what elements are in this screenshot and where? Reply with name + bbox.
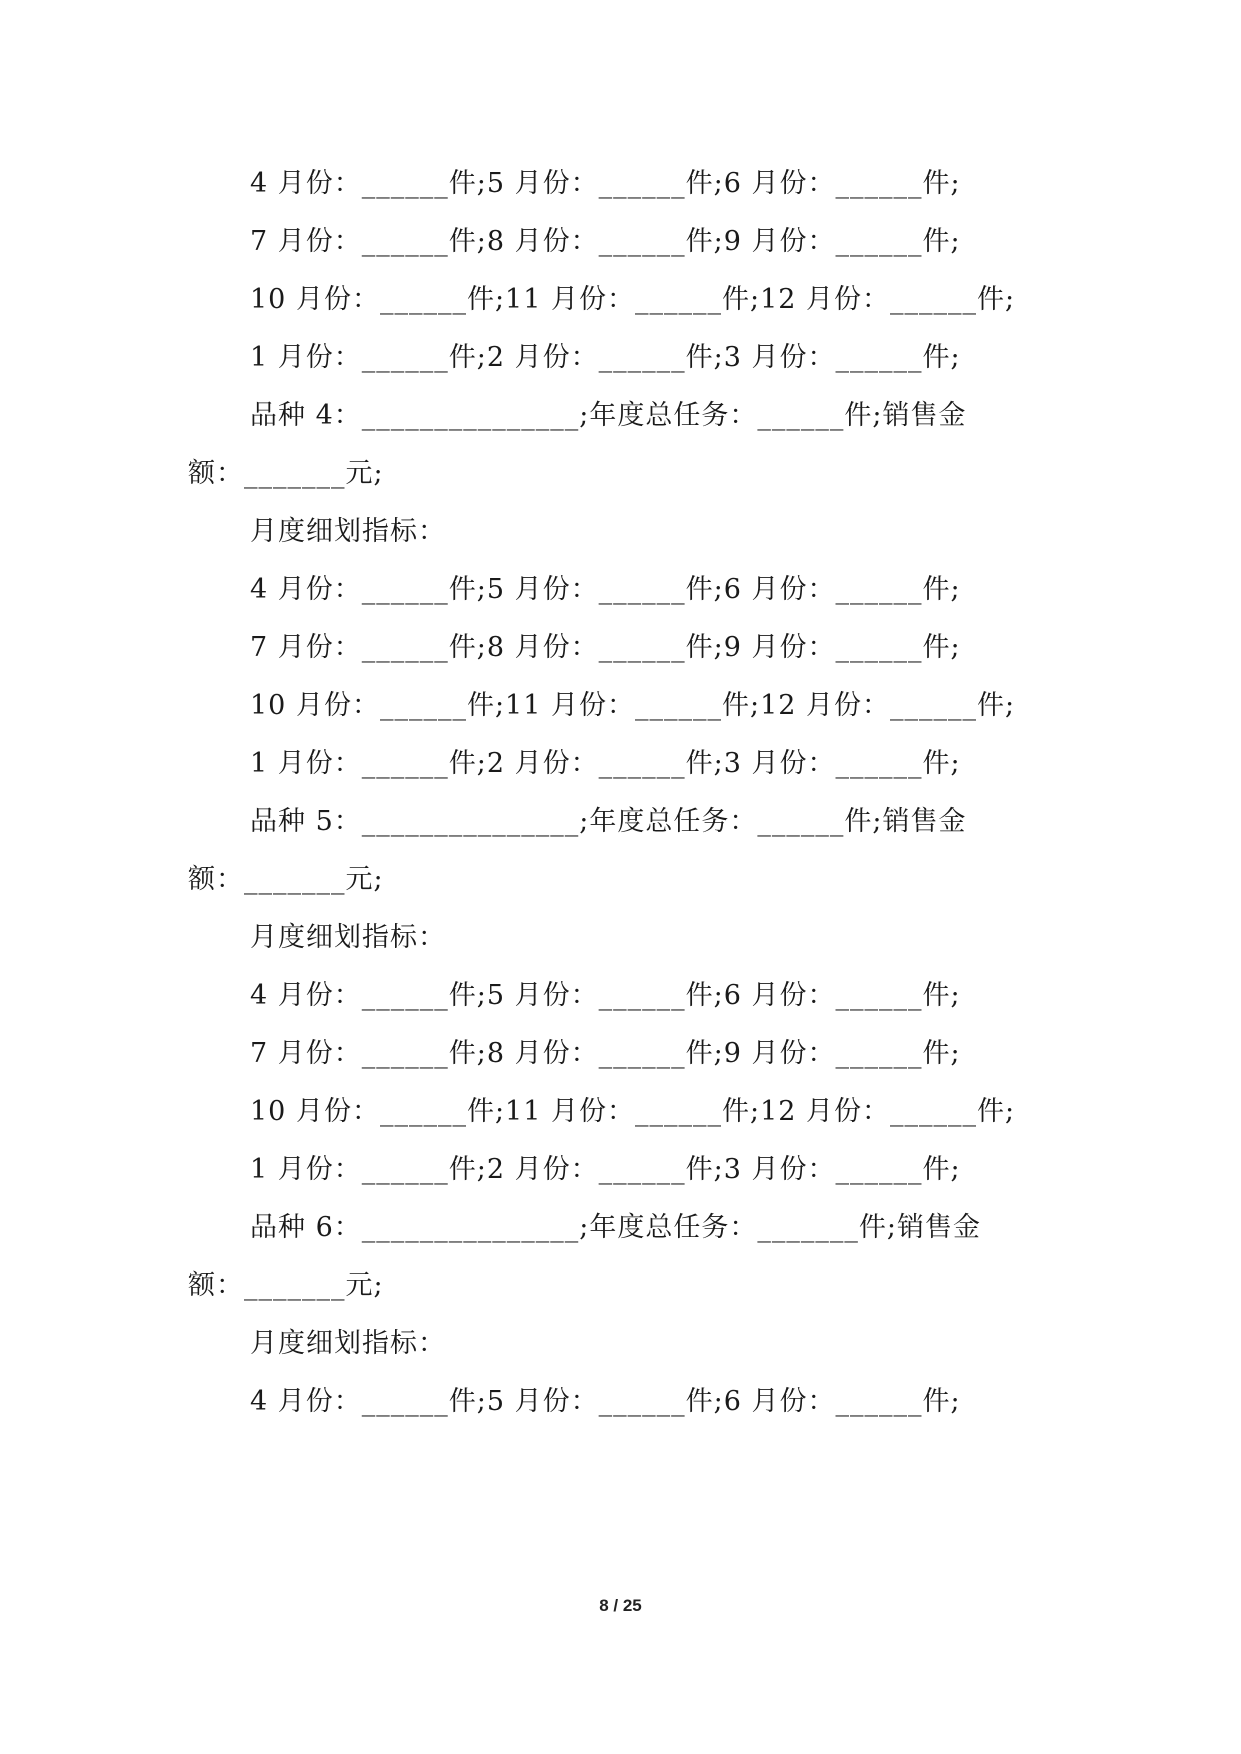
section-heading: 月度细划指标： xyxy=(250,1328,446,1359)
sales-amount-line: 额：_______元; xyxy=(188,1270,384,1301)
product-line: 品种 4：_______________;年度总任务：______件;销售金 xyxy=(250,400,967,431)
monthly-target-line: 4 月份：______件;5 月份：______件;6 月份：______件; xyxy=(250,168,961,199)
section-heading: 月度细划指标： xyxy=(250,922,446,953)
monthly-target-line: 4 月份：______件;5 月份：______件;6 月份：______件; xyxy=(250,980,961,1011)
product-line: 品种 5：_______________;年度总任务：______件;销售金 xyxy=(250,806,967,837)
monthly-target-line: 10 月份：______件;11 月份：______件;12 月份：______件; xyxy=(250,284,1016,315)
page-number: 8 / 25 xyxy=(599,1596,642,1615)
monthly-target-line: 10 月份：______件;11 月份：______件;12 月份：______件; xyxy=(250,690,1016,721)
section-heading: 月度细划指标： xyxy=(250,516,446,547)
sales-amount-line: 额：_______元; xyxy=(188,458,384,489)
monthly-target-line: 4 月份：______件;5 月份：______件;6 月份：______件; xyxy=(250,574,961,605)
monthly-target-line: 7 月份：______件;8 月份：______件;9 月份：______件; xyxy=(250,1038,961,1069)
monthly-target-line: 1 月份：______件;2 月份：______件;3 月份：______件; xyxy=(250,1154,961,1185)
sales-amount-line: 额：_______元; xyxy=(188,864,384,895)
monthly-target-line: 10 月份：______件;11 月份：______件;12 月份：______件; xyxy=(250,1096,1016,1127)
monthly-target-line: 7 月份：______件;8 月份：______件;9 月份：______件; xyxy=(250,632,961,663)
monthly-target-line: 1 月份：______件;2 月份：______件;3 月份：______件; xyxy=(250,342,961,373)
monthly-target-line: 7 月份：______件;8 月份：______件;9 月份：______件; xyxy=(250,226,961,257)
product-line: 品种 6：_______________;年度总任务：_______件;销售金 xyxy=(250,1212,981,1243)
monthly-target-line: 4 月份：______件;5 月份：______件;6 月份：______件; xyxy=(250,1386,961,1417)
monthly-target-line: 1 月份：______件;2 月份：______件;3 月份：______件; xyxy=(250,748,961,779)
